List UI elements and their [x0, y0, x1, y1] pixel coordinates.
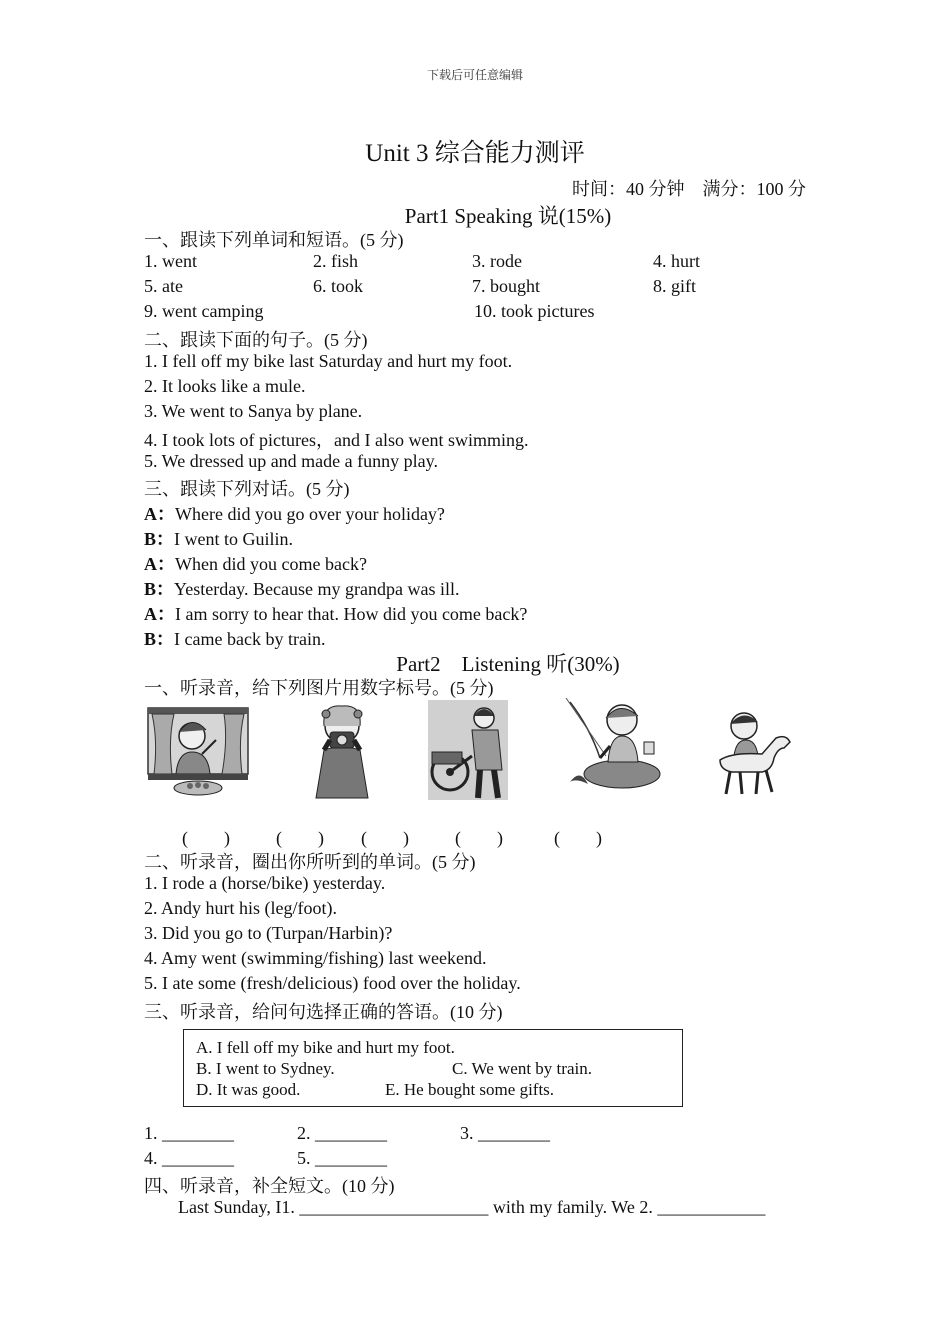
option-c: C. We went by train. [452, 1059, 592, 1078]
option-e: E. He bought some gifts. [385, 1080, 555, 1099]
dialogue-line [144, 575, 459, 601]
passage-text: Last Sunday, I1. _____________________ with my family. We 2. ____________ [178, 1197, 766, 1217]
speaker-label: B： [144, 629, 175, 649]
dialogue-line [144, 600, 527, 626]
sentence-item: 3. We went to Sanya by plane. [144, 401, 363, 421]
part2-section3-heading: 三、听录音，给问句选择正确的答语。(10 分) [144, 1002, 503, 1022]
speaker-label: B： [144, 529, 175, 549]
speaker-label: A： [144, 554, 175, 574]
part2-title: Part2 Listening 听(30%) [396, 652, 620, 676]
sentence-item: 4. I took lots of pictures，and I also went swimming. [144, 430, 529, 450]
circle-item: 5. I ate some (fresh/delicious) food over the holiday. [144, 973, 521, 993]
word-item: 9. went camping [144, 301, 264, 321]
dialogue-line [144, 525, 293, 551]
dialogue-text: When did you come back? [175, 554, 367, 574]
answer-blank[interactable]: 4. ________ [144, 1148, 234, 1168]
answer-blank[interactable]: 5. ________ [297, 1148, 387, 1168]
answer-blank[interactable]: 3. ________ [460, 1123, 550, 1143]
word-item: 8. gift [653, 276, 696, 296]
man-fixing-bike-picture [428, 700, 508, 800]
dialogue-text: I went to Guilin. [174, 529, 294, 549]
dialogue-text: Where did you go over your holiday? [175, 504, 445, 524]
horse-riding-boy-picture [712, 708, 794, 796]
dialogue-text: I came back by train. [174, 629, 326, 649]
circle-item: 2. Andy hurt his (leg/foot). [144, 898, 337, 918]
word-item: 10. took pictures [474, 301, 595, 321]
speaker-label: A： [144, 604, 175, 624]
fishing-boy-picture [560, 698, 662, 792]
eating-boy-picture [146, 700, 250, 800]
word-item: 7. bought [472, 276, 541, 296]
part1-title: Part1 Speaking 说(15%) [404, 204, 612, 228]
circle-item: 1. I rode a (horse/bike) yesterday. [144, 873, 386, 893]
dialogue-line [144, 500, 445, 526]
taking-photo-girl-picture [302, 700, 384, 800]
circle-item: 3. Did you go to (Turpan/Harbin)? [144, 923, 393, 943]
dialogue-line [144, 550, 367, 576]
part1-section2-heading: 二、跟读下面的句子。(5 分) [144, 330, 368, 350]
time-score-line: 时间：40 分钟 满分：100 分 [572, 179, 806, 199]
part1-section1-heading: 一、跟读下列单词和短语。(5 分) [144, 230, 404, 250]
dialogue-text: I am sorry to hear that. How did you come back? [175, 604, 528, 624]
circle-item: 4. Amy went (swimming/fishing) last weekend. [144, 948, 487, 968]
header-note: 下载后可任意编辑 [426, 68, 523, 82]
option-b: B. I went to Sydney. [196, 1059, 335, 1078]
option-a: A. I fell off my bike and hurt my foot. [196, 1038, 455, 1057]
part2-section2-heading: 二、听录音，圈出你所听到的单词。(5 分) [144, 852, 476, 872]
part2-section1-heading: 一、听录音，给下列图片用数字标号。(5 分) [144, 678, 494, 698]
word-item: 3. rode [472, 251, 522, 271]
dialogue-text: Yesterday. Because my grandpa was ill. [174, 579, 460, 599]
part2-section4-heading: 四、听录音，补全短文。(10 分) [144, 1176, 395, 1196]
answer-bracket[interactable]: ( ) [182, 828, 230, 848]
word-item: 4. hurt [653, 251, 700, 271]
answer-bracket[interactable]: ( ) [361, 828, 409, 848]
answer-bracket[interactable]: ( ) [276, 828, 324, 848]
answer-options-box [183, 1029, 683, 1107]
answer-bracket[interactable]: ( ) [455, 828, 503, 848]
word-item: 2. fish [313, 251, 358, 271]
speaker-label: B： [144, 579, 175, 599]
sentence-item: 5. We dressed up and made a funny play. [144, 451, 438, 471]
speaker-label: A： [144, 504, 175, 524]
word-item: 5. ate [144, 276, 183, 296]
answer-blank[interactable]: 1. ________ [144, 1123, 234, 1143]
page-title: Unit 3 综合能力测评 [365, 140, 585, 167]
answer-bracket[interactable]: ( ) [554, 828, 602, 848]
answer-blank[interactable]: 2. ________ [297, 1123, 387, 1143]
option-d: D. It was good. [196, 1080, 301, 1099]
word-item: 1. went [144, 251, 197, 271]
word-item: 6. took [313, 276, 364, 296]
sentence-item: 2. It looks like a mule. [144, 376, 306, 396]
sentence-item: 1. I fell off my bike last Saturday and hurt my foot. [144, 351, 513, 371]
part1-section3-heading: 三、跟读下列对话。(5 分) [144, 479, 350, 499]
